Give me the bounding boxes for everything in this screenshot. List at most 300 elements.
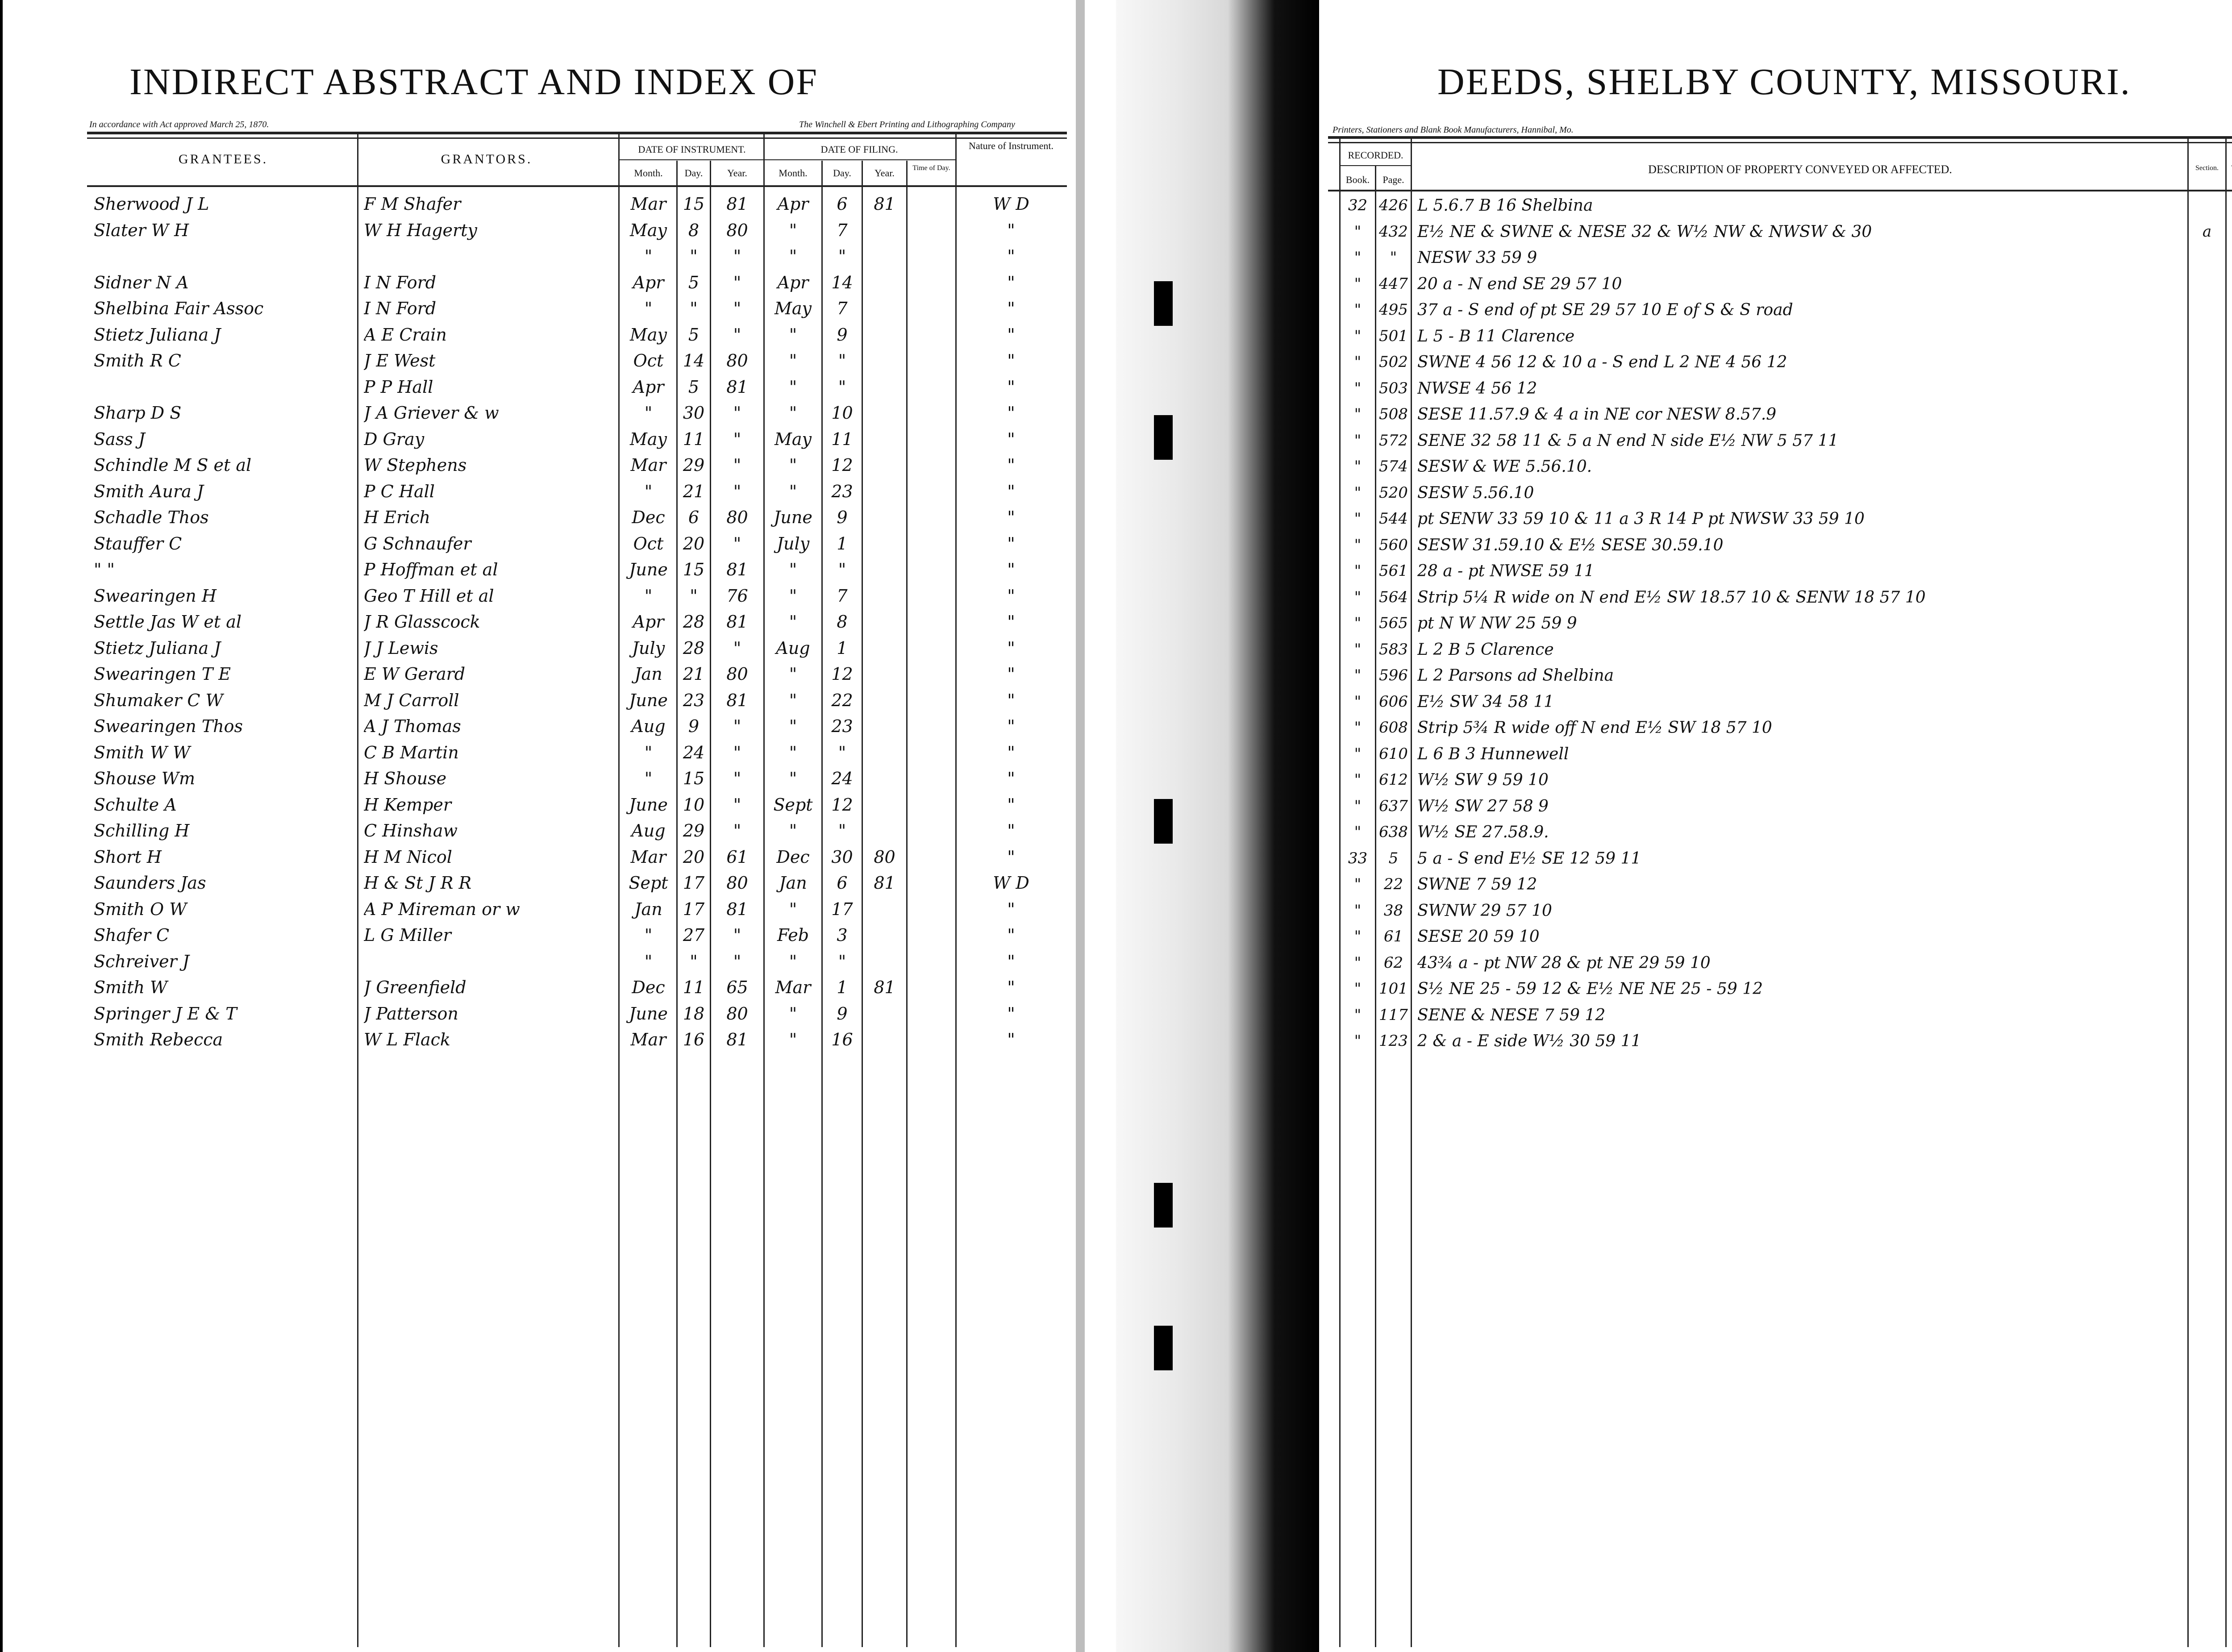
description-cell: Strip 5¼ R wide on N end E½ SW 18.57 10 & SENW 18 57 10	[1417, 588, 1926, 607]
binding-mark	[1154, 1183, 1173, 1228]
grantee-cell: Schilling H	[94, 821, 190, 841]
nature-cell: "	[1007, 560, 1015, 579]
grantee-cell: Slater W H	[94, 220, 189, 240]
book-cell: "	[1354, 327, 1362, 345]
file-month-cell: "	[789, 246, 797, 266]
inst-year-cell: "	[733, 455, 741, 475]
grantor-cell: H & St J R R	[364, 873, 472, 893]
table-row	[1319, 275, 2232, 299]
book-cell: "	[1354, 249, 1362, 266]
inst-year-header: Year.	[727, 167, 747, 179]
file-day-cell: "	[838, 377, 846, 397]
file-month-cell: "	[789, 951, 797, 971]
inst-day-cell: 29	[683, 455, 705, 475]
inst-day-cell: 16	[683, 1030, 705, 1049]
description-cell: 20 a - N end SE 29 57 10	[1417, 275, 1622, 293]
file-year-header: Year.	[874, 167, 895, 179]
nature-cell: "	[1007, 664, 1015, 684]
inst-day-cell: "	[690, 951, 698, 971]
grantee-cell: Settle Jas W et al	[94, 612, 242, 632]
inst-day-cell: 5	[688, 325, 700, 345]
grantee-cell: Shumaker C W	[94, 690, 223, 710]
table-row	[1319, 301, 2232, 325]
file-day-cell: "	[838, 560, 846, 579]
inst-month-cell: May	[629, 429, 667, 449]
nature-cell: "	[1007, 769, 1015, 788]
nature-cell: "	[1007, 377, 1015, 397]
table-row	[0, 482, 1071, 506]
inst-day-cell: 8	[688, 220, 700, 240]
description-cell: Strip 5¾ R wide off N end E½ SW 18 57 10	[1417, 719, 1772, 737]
file-month-cell: "	[789, 664, 797, 684]
inst-month-cell: "	[644, 769, 653, 788]
page-cell: 123	[1379, 1032, 1408, 1050]
nature-cell: "	[1007, 1030, 1015, 1049]
page-cell: 520	[1379, 483, 1408, 502]
page-cell: 560	[1379, 536, 1408, 554]
book-cell: 32	[1348, 196, 1368, 214]
file-month-cell: "	[789, 455, 797, 475]
grantee-cell: Swearingen Thos	[94, 716, 243, 736]
inst-day-cell: 21	[683, 481, 705, 501]
inst-month-header: Month.	[634, 167, 663, 179]
page-cell: "	[1390, 249, 1397, 266]
file-day-cell: 7	[837, 299, 848, 318]
nature-cell: "	[1007, 821, 1015, 841]
description-cell: W½ SW 9 59 10	[1417, 771, 1549, 789]
inst-day-cell: "	[690, 246, 698, 266]
file-month-cell: "	[789, 377, 797, 397]
description-cell: SESE 20 59 10	[1417, 928, 1540, 946]
inst-day-cell: 29	[683, 821, 705, 841]
description-cell: L 2 B 5 Clarence	[1417, 640, 1554, 659]
book-header: Book.	[1345, 174, 1370, 185]
grantee-cell: Swearingen H	[94, 586, 217, 606]
grantor-cell: J J Lewis	[364, 638, 438, 658]
description-cell: SESW 5.56.10	[1417, 483, 1534, 502]
description-cell: E½ SW 34 58 11	[1417, 692, 1554, 711]
inst-month-cell: "	[644, 481, 653, 501]
nature-cell: "	[1007, 508, 1015, 527]
table-row	[0, 377, 1071, 401]
file-month-cell: Aug	[776, 638, 810, 658]
table-row	[0, 429, 1071, 454]
table-row	[1319, 719, 2232, 743]
table-row	[1319, 458, 2232, 482]
grantee-cell: Schulte A	[94, 795, 177, 815]
file-month-cell: Dec	[776, 847, 810, 867]
inst-month-cell: Aug	[631, 821, 666, 841]
book-cell: "	[1354, 431, 1362, 449]
description-cell: NESW 33 59 9	[1417, 249, 1537, 267]
grantor-cell: J Patterson	[364, 1003, 458, 1024]
table-row	[1319, 693, 2232, 717]
file-day-cell: 24	[831, 769, 853, 788]
page-cell: 426	[1379, 196, 1408, 214]
grantee-cell: Smith W	[94, 978, 168, 997]
description-cell: SESE 11.57.9 & 4 a in NE cor NESW 8.57.9	[1417, 405, 1777, 424]
grantor-cell: G Schnaufer	[364, 533, 471, 553]
file-month-cell: July	[776, 533, 810, 553]
nature-cell: "	[1007, 899, 1015, 919]
inst-year-cell: "	[733, 742, 741, 762]
inst-day-cell: 11	[683, 429, 705, 449]
inst-year-cell: "	[733, 299, 741, 318]
page-cell: 508	[1379, 405, 1408, 423]
grantee-cell: Sharp D S	[94, 403, 182, 423]
table-row	[1319, 249, 2232, 273]
file-day-cell: 11	[831, 429, 853, 449]
description-cell: SENE 32 58 11 & 5 a N end N side E½ NW 5 57 11	[1417, 431, 1839, 450]
inst-year-cell: "	[733, 246, 741, 266]
inst-year-cell: "	[733, 795, 741, 815]
description-cell: SWNE 4 56 12 & 10 a - S end L 2 NE 4 56 12	[1417, 353, 1787, 371]
page-cell: 447	[1379, 275, 1408, 293]
book-cell: "	[1354, 353, 1362, 371]
book-cell: "	[1354, 692, 1362, 711]
file-month-cell: Sept	[773, 795, 813, 815]
right-printer-note: Printers, Stationers and Blank Book Manufacturers, Hannibal, Mo.	[1333, 125, 1574, 135]
act-note: In accordance with Act approved March 25, 1870.	[89, 120, 269, 129]
page-cell: 561	[1379, 562, 1408, 580]
table-row	[1319, 980, 2232, 1004]
inst-day-cell: 17	[683, 873, 705, 893]
township-cell	[2227, 223, 2232, 241]
inst-month-cell: "	[644, 925, 653, 945]
grantee-cell: Schadle Thos	[94, 508, 209, 527]
file-day-cell: 6	[837, 194, 848, 214]
inst-day-cell: 14	[683, 351, 705, 370]
inst-day-cell: 10	[683, 795, 705, 815]
table-row	[1319, 849, 2232, 874]
township-header	[2227, 164, 2232, 172]
right-page-title: DEEDS, SHELBY COUNTY, MISSOURI.	[1437, 61, 2131, 103]
table-row	[1319, 797, 2232, 821]
inst-day-cell: 20	[683, 847, 705, 867]
nature-cell: W D	[993, 873, 1029, 893]
file-month-cell: May	[774, 299, 812, 318]
description-cell: SENE & NESE 7 59 12	[1417, 1006, 1606, 1024]
table-row	[1319, 223, 2232, 247]
inst-year-cell: 81	[726, 899, 748, 919]
file-month-header: Month.	[779, 167, 808, 179]
grantor-cell: Geo T Hill et al	[364, 586, 494, 606]
file-day-cell: 10	[831, 403, 853, 423]
inst-month-cell: Jan	[634, 664, 662, 684]
grantor-cell: C B Martin	[364, 742, 459, 762]
file-month-cell: "	[789, 351, 797, 370]
grantee-cell: Springer J E & T	[94, 1003, 237, 1024]
page-cell: 544	[1379, 510, 1408, 528]
inst-month-cell: Jan	[634, 899, 662, 919]
table-row	[0, 873, 1071, 897]
printer-note: The Winchell & Ebert Printing and Lithographing Company	[799, 120, 1015, 129]
nature-cell: "	[1007, 951, 1015, 971]
grantor-cell: M J Carroll	[364, 690, 459, 710]
description-cell: E½ NE & SWNE & NESE 32 & W½ NW & NWSW & 30	[1417, 222, 1872, 241]
book-cell: "	[1354, 614, 1362, 632]
inst-day-cell: 15	[683, 560, 705, 579]
file-month-cell: "	[789, 690, 797, 710]
description-cell: L 5.6.7 B 16 Shelbina	[1417, 196, 1593, 215]
table-row	[0, 821, 1071, 845]
nature-cell: "	[1007, 429, 1015, 449]
inst-year-cell: 80	[726, 508, 748, 527]
book-cell: "	[1354, 405, 1362, 423]
grantor-cell: W H Hagerty	[364, 220, 477, 240]
file-day-cell: 12	[831, 795, 853, 815]
page-cell: 596	[1379, 666, 1408, 684]
book-cell: "	[1354, 928, 1362, 945]
table-row	[1319, 666, 2232, 691]
book-gutter	[1116, 0, 1319, 1652]
inst-year-cell: "	[733, 638, 741, 658]
inst-year-cell: "	[733, 533, 741, 553]
nature-cell: "	[1007, 220, 1015, 240]
inst-month-cell: Mar	[630, 847, 666, 867]
inst-day-cell: 15	[683, 194, 705, 214]
grantor-cell: E W Gerard	[364, 664, 466, 684]
date-filing-header: DATE OF FILING.	[820, 144, 898, 155]
binding-mark	[1154, 799, 1173, 844]
description-cell: pt N W NW 25 59 9	[1417, 614, 1577, 633]
page-cell: 117	[1379, 1006, 1408, 1024]
file-month-cell: "	[789, 1030, 797, 1049]
inst-day-cell: 5	[688, 272, 700, 292]
binding-mark	[1154, 281, 1173, 326]
page-cell: 572	[1379, 431, 1408, 449]
description-cell: 37 a - S end of pt SE 29 57 10 E of S & S road	[1417, 301, 1793, 319]
file-month-cell: "	[789, 481, 797, 501]
header-bottom-rule	[1328, 190, 2232, 191]
grantor-cell: W L Flack	[364, 1030, 450, 1049]
file-month-cell: Jan	[779, 873, 807, 893]
inst-year-cell: 80	[726, 220, 748, 240]
inst-year-cell: 81	[726, 612, 748, 632]
inst-month-cell: Oct	[633, 351, 664, 370]
grantee-cell: Sass J	[94, 429, 146, 449]
grantor-cell: W Stephens	[364, 455, 467, 475]
book-cell: "	[1354, 562, 1362, 580]
nature-cell: "	[1007, 586, 1015, 606]
header-top-rule	[87, 132, 1067, 134]
file-month-cell: "	[789, 1003, 797, 1024]
table-row	[1319, 954, 2232, 978]
file-month-cell: "	[789, 742, 797, 762]
grantor-cell: P P Hall	[364, 377, 433, 397]
description-cell: S½ NE 25 - 59 12 & E½ NE NE 25 - 59 12	[1417, 980, 1763, 998]
page-cell: 502	[1379, 353, 1408, 371]
section-cell: a	[2202, 222, 2212, 241]
grantee-cell: Smith Aura J	[94, 481, 204, 501]
table-row	[1319, 588, 2232, 612]
inst-year-cell: "	[733, 925, 741, 945]
header-top-rule-2	[87, 137, 1067, 139]
nature-cell: "	[1007, 481, 1015, 501]
inst-month-cell: June	[629, 690, 668, 710]
grantee-cell: Saunders Jas	[94, 873, 206, 893]
table-row	[0, 194, 1071, 218]
inst-year-cell: 81	[726, 560, 748, 579]
file-day-cell: 9	[837, 508, 848, 527]
nature-cell: "	[1007, 246, 1015, 266]
inst-day-cell: 24	[683, 742, 705, 762]
nature-cell: "	[1007, 1003, 1015, 1024]
description-cell: SWNW 29 57 10	[1417, 901, 1552, 920]
page-cell: 432	[1379, 222, 1408, 241]
file-day-cell: 30	[831, 847, 853, 867]
book-cell: "	[1354, 875, 1362, 893]
description-cell: W½ SE 27.58.9.	[1417, 823, 1549, 841]
page-cell: 583	[1379, 640, 1408, 658]
file-day-cell: 23	[831, 716, 853, 736]
file-day-cell: 8	[837, 612, 848, 632]
book-cell: "	[1354, 823, 1362, 841]
table-row	[0, 612, 1071, 636]
file-month-cell: "	[789, 325, 797, 345]
nature-cell: W D	[993, 194, 1029, 214]
inst-day-cell: 6	[688, 508, 700, 527]
inst-year-cell: 61	[726, 847, 748, 867]
inst-month-cell: Sept	[629, 873, 668, 893]
file-day-cell: "	[838, 351, 846, 370]
inst-day-cell: 20	[683, 533, 705, 553]
grantee-cell: " "	[94, 560, 115, 579]
inst-month-cell: "	[644, 586, 653, 606]
file-day-cell: "	[838, 951, 846, 971]
grantor-cell: H Erich	[364, 508, 431, 527]
inst-month-cell: June	[629, 1003, 668, 1024]
page-edge	[1076, 0, 1085, 1652]
grantee-cell: Sherwood J L	[94, 194, 209, 214]
grantor-cell: A J Thomas	[364, 716, 461, 736]
table-row	[1319, 875, 2232, 899]
table-row	[0, 795, 1071, 819]
file-day-cell: 6	[837, 873, 848, 893]
inst-day-cell: 5	[688, 377, 700, 397]
inst-year-cell: "	[733, 403, 741, 423]
book-cell: "	[1354, 953, 1362, 972]
grantor-cell: A P Mireman or w	[364, 899, 520, 919]
time-of-day-header: Time of Day.	[912, 164, 950, 172]
description-cell: L 2 Parsons ad Shelbina	[1417, 666, 1614, 685]
left-page-title: INDIRECT ABSTRACT AND INDEX OF	[129, 61, 819, 103]
file-year-cell: 81	[874, 873, 895, 893]
nature-cell: "	[1007, 299, 1015, 318]
section-header: Section.	[2195, 164, 2219, 172]
description-cell: SESW 31.59.10 & E½ SESE 30.59.10	[1417, 536, 1724, 554]
description-cell: 2 & a - E side W½ 30 59 11	[1417, 1032, 1641, 1050]
inst-month-cell: "	[644, 403, 653, 423]
nature-cell: "	[1007, 403, 1015, 423]
page-header: Page.	[1383, 174, 1404, 185]
grantor-cell: P Hoffman et al	[364, 560, 498, 579]
nature-cell: "	[1007, 455, 1015, 475]
inst-year-cell: "	[733, 481, 741, 501]
binding-mark	[1154, 415, 1173, 460]
file-day-cell: 7	[837, 220, 848, 240]
table-row	[1319, 614, 2232, 638]
page-cell: 638	[1379, 823, 1408, 841]
inst-day-cell: "	[690, 299, 698, 318]
file-month-cell: "	[789, 220, 797, 240]
inst-year-cell: "	[733, 325, 741, 345]
inst-year-cell: "	[733, 821, 741, 841]
page-cell: 62	[1383, 953, 1403, 972]
nature-cell: "	[1007, 742, 1015, 762]
table-row	[0, 351, 1071, 375]
table-row	[0, 847, 1071, 871]
grantee-cell: Schindle M S et al	[94, 455, 252, 475]
page-cell: 606	[1379, 692, 1408, 711]
file-day-cell: "	[838, 742, 846, 762]
book-cell: 33	[1348, 849, 1368, 867]
table-row	[0, 1030, 1071, 1054]
nature-cell: "	[1007, 795, 1015, 815]
file-year-cell: 81	[874, 194, 895, 214]
file-day-cell: 23	[831, 481, 853, 501]
description-cell: SWNE 7 59 12	[1417, 875, 1537, 894]
grantor-cell: I N Ford	[364, 299, 437, 318]
page-cell: 564	[1379, 588, 1408, 606]
grantor-cell: P C Hall	[364, 481, 435, 501]
nature-cell: "	[1007, 638, 1015, 658]
grantee-cell: Schreiver J	[94, 951, 190, 971]
description-cell: L 5 - B 11 Clarence	[1417, 327, 1575, 345]
inst-year-cell: 81	[726, 690, 748, 710]
grantor-cell: L G Miller	[364, 925, 451, 945]
description-cell: 43¾ a - pt NW 28 & pt NE 29 59 10	[1417, 953, 1711, 972]
inst-month-cell: Oct	[633, 533, 664, 553]
file-month-cell: "	[789, 612, 797, 632]
file-day-cell: 16	[831, 1030, 853, 1049]
nature-cell: "	[1007, 272, 1015, 292]
nature-cell: "	[1007, 978, 1015, 997]
table-row	[1319, 745, 2232, 769]
page-cell: 38	[1383, 901, 1403, 920]
book-cell: "	[1354, 640, 1362, 658]
file-day-cell: 3	[837, 925, 848, 945]
recorded-header: RECORDED.	[1348, 150, 1403, 161]
table-row	[0, 273, 1071, 297]
grantee-cell: Shafer C	[94, 925, 170, 945]
grantee-cell: Short H	[94, 847, 162, 867]
inst-year-cell: 81	[726, 194, 748, 214]
file-month-cell: "	[789, 769, 797, 788]
table-row	[1319, 1032, 2232, 1056]
file-month-cell: "	[789, 403, 797, 423]
inst-year-cell: 80	[726, 873, 748, 893]
description-cell: 28 a - pt NWSE 59 11	[1417, 562, 1595, 580]
table-row	[0, 325, 1071, 349]
nature-cell: "	[1007, 351, 1015, 370]
description-cell: NWSE 4 56 12	[1417, 379, 1537, 398]
inst-year-cell: 80	[726, 351, 748, 370]
grantee-cell: Stauffer C	[94, 533, 182, 553]
file-day-cell: "	[838, 821, 846, 841]
table-row	[1319, 484, 2232, 508]
book-cell: "	[1354, 901, 1362, 920]
inst-year-cell: "	[733, 429, 741, 449]
table-row	[0, 769, 1071, 793]
inst-day-cell: 11	[683, 978, 705, 997]
table-row	[0, 978, 1071, 1002]
inst-month-cell: May	[629, 325, 667, 345]
grantee-cell: Smith W W	[94, 742, 191, 762]
table-row	[0, 534, 1071, 558]
grantee-cell: Swearingen T E	[94, 664, 231, 684]
inst-month-cell: Dec	[632, 978, 665, 997]
